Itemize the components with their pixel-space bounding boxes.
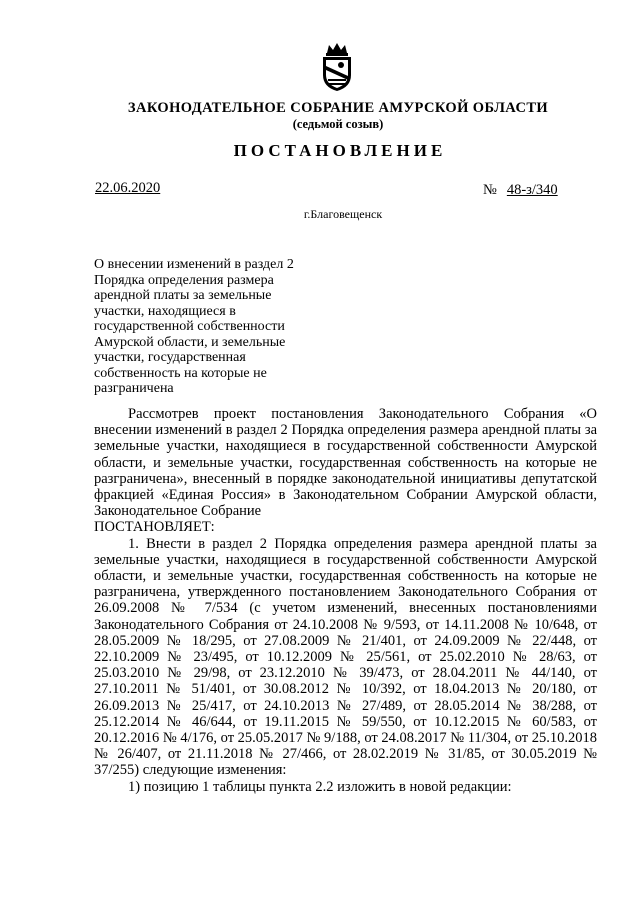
document-body bbox=[94, 406, 597, 795]
number-sign: № bbox=[483, 182, 497, 198]
document-number-value: 48-з/340 bbox=[506, 182, 558, 198]
preamble-paragraph: Рассмотрев проект постановления Законодательного Собрания «О внесении изменений в раздел 2 Порядка определения размера арендной платы за земельные участки, находящиеся в государственной собственности Амурской области, и земельные участки, государственная собственность на которые не разграничена», внесенный в порядке законодательной инициативы депутатской фракцией «Единая Россия» в Законодательном Собрании Амурской области, Законодательное Собрание bbox=[94, 406, 597, 520]
item-1-paragraph: 1. Внести в раздел 2 Порядка определения размера арендной платы за земельные участки, находящиеся в государственной собственности Амурской области, и земельные участки, государственная собственность на которые не разграничена, утвержденного постановлением Законодательного Собрания от 26.09.2008 № 7/534 (с учетом изменений, внесенных постановлениями Законодательного Собрания от 24.10.2008 № 9/593, от 14.11.2008 № 10/648, от 28.05.2009 № 18/295, от 27.08.2009 № 21/401, от 24.09.2009 № 22/448, от 22.10.2009 № 23/495, от 10.12.2009 № 25/561, от 25.02.2010 № 28/63, от 25.03.2010 № 29/98, от 23.12.2010 № 39/473, от 28.04.2011 № 44/140, от 27.10.2011 № 51/401, от 30.08.2012 № 10/392, от 18.04.2013 № 20/180, от 26.09.2013 № 25/417, от 24.10.2013 № 27/489, от 28.05.2014 № 38/288, от 25.12.2014 № 46/644, от 19.11.2015 № 59/550, от 10.12.2015 № 60/583, от 20.12.2016 № 4/176, от 25.05.2017 № 9/188, от 24.08.2017 № 11/304, от 25.10.2018 № 26/407, от 21.11.2018 № 27/466, от 28.02.2019 № 31/85, от 30.05.2019 № 37/255) следующие изменения: bbox=[94, 535, 597, 779]
document-date: 22.06.2020 bbox=[95, 180, 161, 196]
document-subject: О внесении изменений в раздел 2 Порядка определения размера арендной платы за земельные участки, находящиеся в государственной собственности Амурской области, и земельные участки, государственная собственность на которые не разграничена bbox=[94, 257, 294, 396]
organization-title: ЗАКОНОДАТЕЛЬНОЕ СОБРАНИЕ АМУРСКОЙ ОБЛАСТИ bbox=[127, 100, 549, 116]
subitem-1-paragraph: 1) позицию 1 таблицы пункта 2.2 изложить в новой редакции: bbox=[128, 778, 512, 795]
document-type-heading: ПОСТАНОВЛЕНИЕ bbox=[233, 141, 447, 160]
amur-region-coat-of-arms-icon bbox=[319, 42, 355, 92]
convocation-label: (седьмой созыв) bbox=[292, 117, 384, 131]
resolution-keyword: ПОСТАНОВЛЯЕТ: bbox=[94, 519, 215, 536]
document-number bbox=[483, 182, 558, 199]
city-label: г.Благовещенск bbox=[303, 207, 383, 221]
